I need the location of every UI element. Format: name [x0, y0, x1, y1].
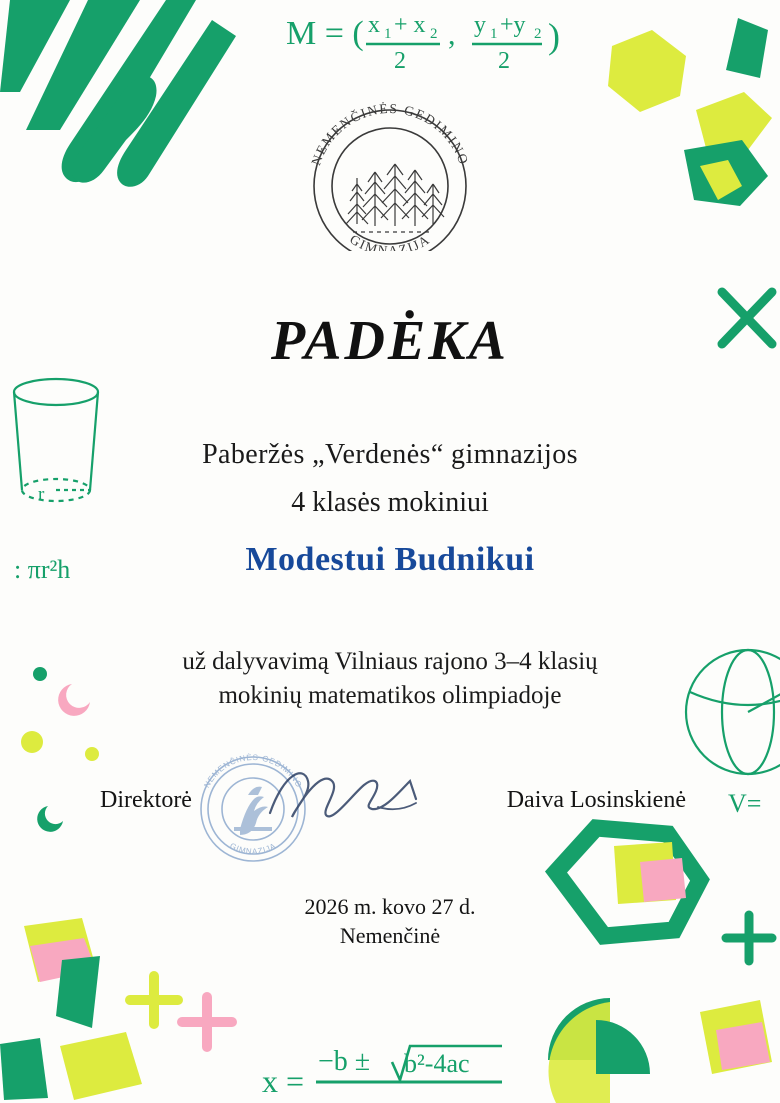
- svg-text:b²-4ac: b²-4ac: [404, 1049, 470, 1078]
- class-line: 4 klasės mokiniui: [291, 487, 489, 518]
- svg-text:2: 2: [394, 48, 406, 74]
- svg-text:2: 2: [430, 26, 438, 42]
- svg-text:x =: x =: [262, 1063, 305, 1099]
- svg-text:−b ±: −b ±: [318, 1046, 371, 1077]
- svg-text:NEMENČINĖS GEDIMINO: NEMENČINĖS GEDIMINO: [202, 752, 304, 789]
- handwritten-signature: [260, 755, 430, 835]
- school-line: Paberžės „Verdenės“ gimnazijos: [202, 439, 578, 470]
- signature-row: [80, 752, 700, 856]
- svg-text:M = (: M = (: [286, 15, 364, 52]
- date-block: [304, 892, 475, 951]
- svg-text:GIMNAZIJA: GIMNAZIJA: [347, 231, 433, 251]
- signature-role: Direktorė: [100, 786, 192, 813]
- svg-text:,: ,: [448, 18, 456, 51]
- formula-right-v: V=: [728, 789, 762, 818]
- svg-text:2: 2: [498, 48, 510, 74]
- svg-text:): ): [548, 16, 560, 56]
- svg-text:2: 2: [534, 26, 542, 42]
- svg-text:GIMNAZIJA: GIMNAZIJA: [228, 840, 278, 856]
- formula-left-r: r: [38, 484, 45, 505]
- svg-text:+ x: + x: [394, 12, 426, 38]
- svg-text:NEMENČINĖS GEDIMINO: NEMENČINĖS GEDIMINO: [308, 100, 472, 168]
- svg-text:x: x: [368, 12, 380, 38]
- reason-line-1: už dalyvavimą Vilniaus rajono 3–4 klasių: [182, 648, 598, 675]
- svg-text:y: y: [474, 12, 486, 38]
- svg-text:1: 1: [384, 26, 392, 42]
- signature-name: Daiva Losinskienė: [506, 786, 686, 813]
- formula-left-pi: : πr²h: [14, 555, 71, 584]
- reason-text: [182, 645, 597, 713]
- svg-text:1: 1: [490, 26, 498, 42]
- school-emblem: [295, 86, 485, 251]
- recipient-name: Modestui Budnikui: [245, 541, 535, 578]
- issue-date: 2026 m. kovo 27 d.: [304, 893, 476, 919]
- page-title: PADĖKA: [271, 310, 509, 372]
- svg-text:+y: +y: [500, 12, 526, 38]
- issue-place: Nemenčinė: [339, 923, 441, 949]
- reason-line-2: mokinių matematikos olimpiadoje: [218, 681, 562, 709]
